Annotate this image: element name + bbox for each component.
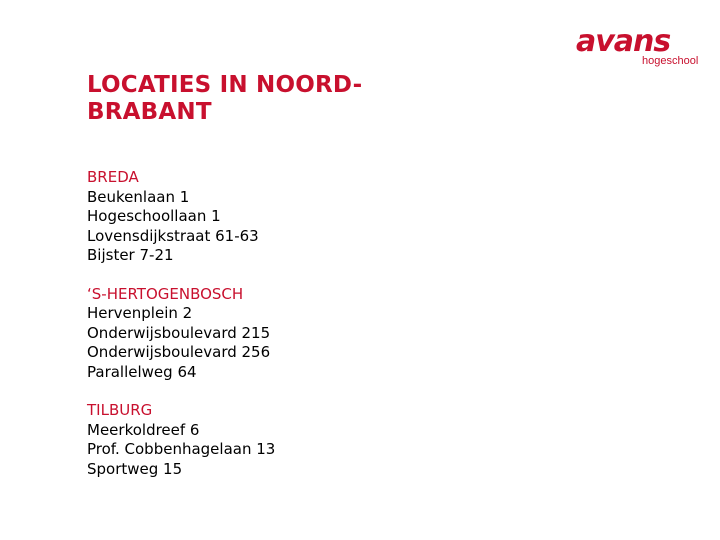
location-section-s-hertogenbosch [87,285,507,383]
address-line: Hogeschoollaan 1 [87,207,221,225]
address-line: Sportweg 15 [87,459,183,478]
city-heading: BREDA [87,168,139,186]
location-section-tilburg [87,401,507,479]
address-line: Meerkoldreef 6 [87,420,200,439]
city-heading: TILBURG [87,401,153,419]
address-line: Prof. Cobbenhagelaan 13 [87,440,276,458]
logo-subtext: hogeschool [642,55,699,67]
locations-list [87,168,507,498]
city-heading: ‘S-HERTOGENBOSCH [87,284,244,303]
logo-wordmark: avans [576,24,671,59]
address-line: Beukenlaan 1 [87,187,190,206]
address-line: Hervenplein 2 [87,304,193,322]
address-line: Onderwijsboulevard 256 [87,343,271,361]
slide-title: LOCATIES IN NOORD-BRABANT [87,72,363,125]
avans-logo [576,24,700,70]
address-line: Bijster 7-21 [87,246,174,264]
address-line: Lovensdijkstraat 61-63 [87,226,259,245]
location-section-breda [87,168,507,266]
address-line: Parallelweg 64 [87,362,197,381]
address-line: Onderwijsboulevard 215 [87,323,271,342]
